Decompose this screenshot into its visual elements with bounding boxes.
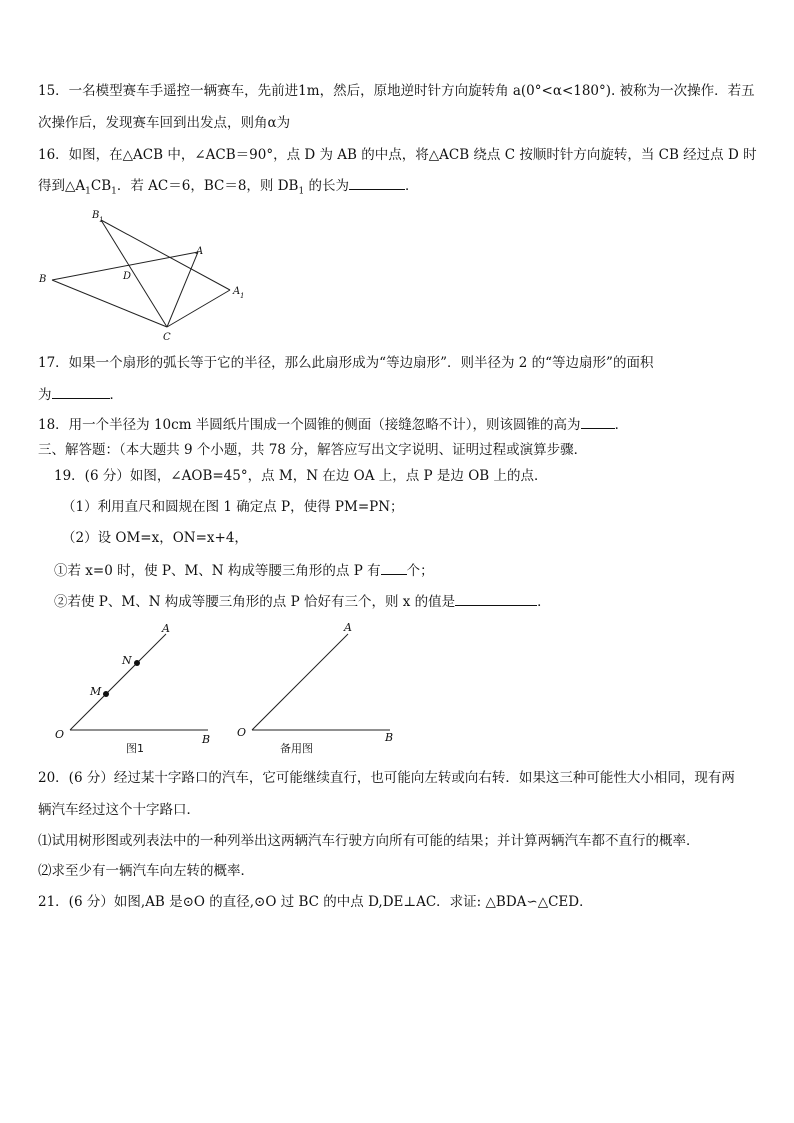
segment-B1C: [101, 220, 167, 327]
q16-sub-b1: 1: [111, 186, 117, 197]
q20-part2: ⑵求至少有一辆汽车向左转的概率．: [38, 863, 254, 879]
fig1-label-O: O: [55, 728, 65, 741]
q16-text-a: 得到△A: [38, 178, 86, 194]
q16-text-e: ．: [404, 178, 419, 194]
fig2-label-A: A: [344, 621, 352, 634]
q16-figure: [30, 202, 260, 348]
q18-text-a: 18．用一个半径为 10cm 半圆纸片围成一个圆锥的侧面（接缝忽略不计），则该圆锥的高为: [38, 417, 581, 433]
q19-sub1-text-b: 个；: [406, 563, 434, 579]
label-B1: B: [92, 210, 100, 221]
q19-sub2-blank[interactable]: [455, 592, 537, 606]
label-B1-sub: 1: [99, 216, 104, 224]
label-C: C: [163, 332, 171, 343]
q20-part1: ⑴试用树形图或列表法中的一种列举出这两辆汽车行驶方向所有可能的结果；并计算两辆汽车都不直行的概率．: [38, 833, 700, 849]
q19-sub1-text-a: ①若 x=0 时，使 P、M、N 构成等腰三角形的点 P 有: [54, 563, 381, 579]
fig1-caption: 图1: [126, 742, 144, 755]
q16-text-d: 的长为: [304, 178, 349, 194]
q19-sub2: [54, 592, 551, 611]
q16-text-c: ．若 AC＝6，BC＝8，则 DB: [116, 178, 299, 194]
q19-part1: （1）利用直尺和圆规在图 1 确定点 P，使得 PM=PN；: [62, 499, 404, 515]
q19-line1: 19．(6 分）如图，∠AOB=45°，点 M，N 在边 OA 上，点 P 是边 OB 上的点．: [54, 468, 548, 484]
q19-figures: [40, 616, 410, 760]
fig1-point-N: [134, 660, 140, 666]
q18-line1: [38, 415, 628, 434]
label-B: B: [39, 274, 47, 285]
q20-line1: 20．(6 分）经过某十字路口的汽车，它可能继续直行，也可能向左转或向右转．如果这三种可能性大小相同，现有两: [38, 770, 735, 786]
q15-line1: 15．一名模型赛车手遥控一辆赛车，先前进1m，然后，原地逆时针方向旋转角 a(0°<α<180°). 被称为一次操作．若五: [38, 83, 755, 99]
label-A1-sub: 1: [240, 292, 245, 300]
fig1-label-N: N: [122, 654, 132, 667]
label-A: A: [196, 246, 204, 257]
q16-answer-blank[interactable]: [349, 176, 405, 190]
fig1-point-M: [103, 691, 109, 697]
q19-sub1: [54, 561, 434, 580]
segment-B1A1: [101, 220, 230, 290]
segment-AC: [167, 252, 198, 327]
label-D: D: [123, 271, 132, 282]
q17-line2: [38, 385, 123, 404]
q19-sub2-text-b: ．: [537, 594, 551, 610]
q16-line1: 16．如图，在△ACB 中，∠ACB＝90°，点 D 为 AB 的中点，将△ACB 绕点 C 按顺时针方向旋转，当 CB 经过点 D 时: [38, 147, 757, 163]
q18-text-b: ．: [614, 417, 629, 433]
fig2-label-B: B: [385, 731, 394, 744]
fig1-ray-OA: [70, 634, 166, 730]
q16-sub-db1: 1: [298, 186, 305, 197]
fig1-label-M: M: [90, 685, 102, 698]
q16-line2: [38, 176, 418, 201]
q17-answer-blank[interactable]: [52, 385, 110, 399]
q19-part2: （2）设 OM=x，ON=x+4，: [62, 530, 248, 546]
segment-BC: [52, 280, 167, 327]
segment-A1C: [167, 290, 230, 327]
q16-figure-lines: [52, 220, 230, 327]
fig2-caption: 备用图: [280, 742, 313, 755]
q17-text-a: 为: [38, 387, 52, 403]
label-A1: A: [233, 286, 241, 297]
q21-line1: 21．(6 分）如图,AB 是⊙O 的直径,⊙O 过 BC 的中点 D,DE⊥AC．求证: △BDA∽△CED．: [38, 894, 593, 910]
q15-line2: 次操作后，发现赛车回到出发点，则角α为: [38, 115, 291, 131]
fig1-label-A: A: [162, 622, 170, 635]
q16-text-b: CB: [90, 178, 112, 194]
section-3-heading: 三、解答题：（本大题共 9 个小题，共 78 分，解答应写出文字说明、证明过程或演算步骤．: [38, 442, 588, 458]
q19-figure2: [237, 621, 393, 755]
q19-sub1-blank[interactable]: [381, 561, 407, 575]
fig2-label-O: O: [237, 726, 247, 739]
q19-sub2-text-a: ②若使 P、M、N 构成等腰三角形的点 P 恰好有三个，则 x 的值是: [54, 594, 456, 610]
q17-line1: 17．如果一个扇形的弧长等于它的半径，那么此扇形成为“等边扇形”．则半径为 2 的“等边扇形”的面积: [38, 355, 654, 371]
q16-sub-a1: 1: [85, 186, 91, 197]
q18-answer-blank[interactable]: [581, 415, 615, 429]
fig1-label-B: B: [202, 733, 211, 746]
q20-line2: 辆汽车经过这个十字路口．: [38, 802, 200, 818]
q17-text-b: ．: [109, 387, 123, 403]
fig2-ray-OA: [252, 634, 348, 730]
q19-figure1: [55, 622, 210, 755]
